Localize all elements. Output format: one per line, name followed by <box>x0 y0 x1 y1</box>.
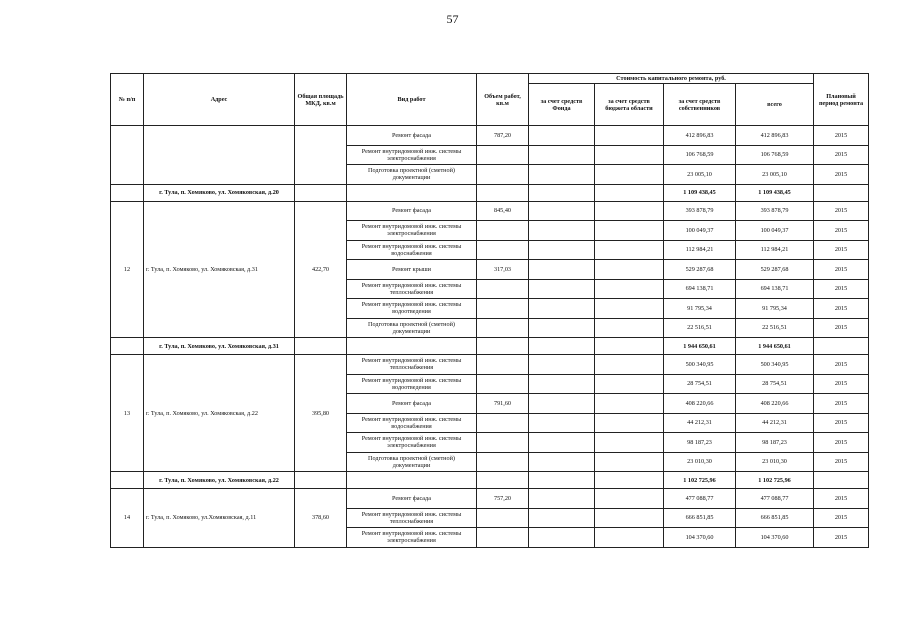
subtotal-area <box>295 338 347 355</box>
subtotal-total: 1 109 438,45 <box>736 184 814 201</box>
total-cell: 23 010,30 <box>736 452 814 472</box>
fund-cell <box>529 299 595 319</box>
subtotal-total: 1 944 650,61 <box>736 338 814 355</box>
owners-cell: 23 010,30 <box>664 452 736 472</box>
period-cell: 2015 <box>814 433 869 453</box>
total-cell: 28 754,51 <box>736 374 814 394</box>
table-row <box>111 126 869 146</box>
subtotal-work <box>347 184 477 201</box>
region-cell <box>595 279 664 299</box>
region-cell <box>595 452 664 472</box>
work-type-cell: Ремонт внутридомовой инж. системы водоотведения <box>347 374 477 394</box>
row-address: г. Тула, п. Хомяково, ул.Хомяковская, д.11 <box>144 489 295 548</box>
subtotal-row <box>111 338 869 355</box>
table-row <box>111 201 869 221</box>
subtotal-label: г. Тула, п. Хомяково, ул. Хомяковская, д.20 <box>144 184 295 201</box>
work-type-cell: Ремонт внутридомовой инж. системы водоснабжения <box>347 413 477 433</box>
region-cell <box>595 165 664 185</box>
owners-cell: 412 896,83 <box>664 126 736 146</box>
region-cell <box>595 145 664 165</box>
subtotal-fund <box>529 338 595 355</box>
period-cell: 2015 <box>814 394 869 414</box>
subtotal-region <box>595 472 664 489</box>
region-cell <box>595 201 664 221</box>
fund-cell <box>529 413 595 433</box>
region-cell <box>595 260 664 280</box>
total-cell: 106 768,59 <box>736 145 814 165</box>
volume-cell <box>477 413 529 433</box>
row-address: г. Тула, п. Хомяково, ул. Хомяковская, д.31 <box>144 201 295 338</box>
volume-cell <box>477 165 529 185</box>
row-area: 395,80 <box>295 355 347 472</box>
subtotal-row <box>111 184 869 201</box>
region-cell <box>595 374 664 394</box>
fund-cell <box>529 145 595 165</box>
period-cell: 2015 <box>814 260 869 280</box>
subtotal-num <box>111 338 144 355</box>
subtotal-volume <box>477 472 529 489</box>
header-num: № п/п <box>111 74 144 126</box>
period-cell: 2015 <box>814 528 869 548</box>
region-cell <box>595 394 664 414</box>
table-row <box>111 355 869 375</box>
owners-cell: 22 516,51 <box>664 318 736 338</box>
fund-cell <box>529 165 595 185</box>
subtotal-period <box>814 184 869 201</box>
volume-cell: 317,03 <box>477 260 529 280</box>
header-total: всего <box>736 84 814 126</box>
work-type-cell: Ремонт внутридомовой инж. системы теплоснабжения <box>347 508 477 528</box>
header-volume: Объем работ, кв.м <box>477 74 529 126</box>
owners-cell: 393 878,79 <box>664 201 736 221</box>
owners-cell: 529 287,68 <box>664 260 736 280</box>
total-cell: 694 138,71 <box>736 279 814 299</box>
total-cell: 98 187,23 <box>736 433 814 453</box>
work-type-cell: Ремонт фасада <box>347 126 477 146</box>
volume-cell <box>477 452 529 472</box>
period-cell: 2015 <box>814 508 869 528</box>
subtotal-label: г. Тула, п. Хомяково, ул. Хомяковская, д.22 <box>144 472 295 489</box>
region-cell <box>595 126 664 146</box>
subtotal-owners: 1 102 725,96 <box>664 472 736 489</box>
subtotal-num <box>111 472 144 489</box>
subtotal-fund <box>529 472 595 489</box>
fund-cell <box>529 528 595 548</box>
subtotal-region <box>595 184 664 201</box>
region-cell <box>595 528 664 548</box>
period-cell: 2015 <box>814 201 869 221</box>
volume-cell <box>477 374 529 394</box>
period-cell: 2015 <box>814 355 869 375</box>
header-region: за счет средств бюджета области <box>595 84 664 126</box>
total-cell: 477 088,77 <box>736 489 814 509</box>
volume-cell <box>477 508 529 528</box>
total-cell: 91 795,34 <box>736 299 814 319</box>
volume-cell <box>477 221 529 241</box>
fund-cell <box>529 221 595 241</box>
work-type-cell: Ремонт внутридомовой инж. системы электроснабжения <box>347 221 477 241</box>
fund-cell <box>529 201 595 221</box>
period-cell: 2015 <box>814 126 869 146</box>
period-cell: 2015 <box>814 489 869 509</box>
subtotal-volume <box>477 184 529 201</box>
header-period: Плановый период ремонта <box>814 74 869 126</box>
subtotal-num <box>111 184 144 201</box>
fund-cell <box>529 318 595 338</box>
subtotal-period <box>814 472 869 489</box>
owners-cell: 694 138,71 <box>664 279 736 299</box>
header-address: Адрес <box>144 74 295 126</box>
owners-cell: 98 187,23 <box>664 433 736 453</box>
region-cell <box>595 489 664 509</box>
header-fund: за счет средств Фонда <box>529 84 595 126</box>
row-area: 378,60 <box>295 489 347 548</box>
owners-cell: 666 851,85 <box>664 508 736 528</box>
work-type-cell: Подготовка проектной (сметной) документации <box>347 318 477 338</box>
work-type-cell: Ремонт внутридомовой инж. системы водоснабжения <box>347 240 477 260</box>
owners-cell: 44 212,31 <box>664 413 736 433</box>
region-cell <box>595 433 664 453</box>
total-cell: 412 896,83 <box>736 126 814 146</box>
region-cell <box>595 355 664 375</box>
period-cell: 2015 <box>814 299 869 319</box>
row-number: 13 <box>111 355 144 472</box>
work-type-cell: Ремонт внутридомовой инж. системы электроснабжения <box>347 433 477 453</box>
fund-cell <box>529 452 595 472</box>
subtotal-owners: 1 944 650,61 <box>664 338 736 355</box>
period-cell: 2015 <box>814 165 869 185</box>
total-cell: 500 340,95 <box>736 355 814 375</box>
subtotal-row <box>111 472 869 489</box>
fund-cell <box>529 240 595 260</box>
period-cell: 2015 <box>814 452 869 472</box>
row-area: 422,70 <box>295 201 347 338</box>
volume-cell <box>477 528 529 548</box>
period-cell: 2015 <box>814 374 869 394</box>
header-cost-group: Стоимость капитального ремонта, руб. <box>529 74 814 84</box>
volume-cell <box>477 145 529 165</box>
volume-cell <box>477 279 529 299</box>
subtotal-work <box>347 338 477 355</box>
volume-cell <box>477 433 529 453</box>
total-cell: 408 220,66 <box>736 394 814 414</box>
total-cell: 22 516,51 <box>736 318 814 338</box>
period-cell: 2015 <box>814 240 869 260</box>
table-body <box>111 126 869 548</box>
period-cell: 2015 <box>814 413 869 433</box>
period-cell: 2015 <box>814 318 869 338</box>
period-cell: 2015 <box>814 279 869 299</box>
page-number: 57 <box>446 12 459 26</box>
owners-cell: 91 795,34 <box>664 299 736 319</box>
work-type-cell: Ремонт внутридомовой инж. системы водоотведения <box>347 299 477 319</box>
subtotal-label: г. Тула, п. Хомяково, ул. Хомяковская, д.31 <box>144 338 295 355</box>
volume-cell: 757,20 <box>477 489 529 509</box>
fund-cell <box>529 394 595 414</box>
period-cell: 2015 <box>814 145 869 165</box>
total-cell: 529 287,68 <box>736 260 814 280</box>
period-cell: 2015 <box>814 221 869 241</box>
owners-cell: 104 370,60 <box>664 528 736 548</box>
owners-cell: 28 754,51 <box>664 374 736 394</box>
work-type-cell: Ремонт внутридомовой инж. системы электроснабжения <box>347 145 477 165</box>
subtotal-total: 1 102 725,96 <box>736 472 814 489</box>
volume-cell <box>477 240 529 260</box>
total-cell: 23 005,10 <box>736 165 814 185</box>
region-cell <box>595 508 664 528</box>
volume-cell <box>477 318 529 338</box>
total-cell: 104 370,60 <box>736 528 814 548</box>
total-cell: 393 878,79 <box>736 201 814 221</box>
work-type-cell: Подготовка проектной (сметной) документации <box>347 165 477 185</box>
fund-cell <box>529 374 595 394</box>
volume-cell <box>477 355 529 375</box>
fund-cell <box>529 260 595 280</box>
owners-cell: 477 088,77 <box>664 489 736 509</box>
volume-cell: 791,60 <box>477 394 529 414</box>
fund-cell <box>529 279 595 299</box>
work-type-cell: Подготовка проектной (сметной) документации <box>347 452 477 472</box>
work-type-cell: Ремонт фасада <box>347 489 477 509</box>
work-type-cell: Ремонт внутридомовой инж. системы электроснабжения <box>347 528 477 548</box>
row-number: 12 <box>111 201 144 338</box>
region-cell <box>595 413 664 433</box>
row-address <box>144 126 295 185</box>
total-cell: 112 984,21 <box>736 240 814 260</box>
owners-cell: 500 340,95 <box>664 355 736 375</box>
owners-cell: 408 220,66 <box>664 394 736 414</box>
fund-cell <box>529 489 595 509</box>
subtotal-owners: 1 109 438,45 <box>664 184 736 201</box>
capital-repair-table <box>110 73 869 548</box>
fund-cell <box>529 508 595 528</box>
region-cell <box>595 240 664 260</box>
table-row <box>111 489 869 509</box>
volume-cell <box>477 299 529 319</box>
subtotal-area <box>295 472 347 489</box>
volume-cell: 845,40 <box>477 201 529 221</box>
row-address: г. Тула, п. Хомяково, ул. Хомяковская, д.22 <box>144 355 295 472</box>
total-cell: 100 049,37 <box>736 221 814 241</box>
subtotal-area <box>295 184 347 201</box>
owners-cell: 112 984,21 <box>664 240 736 260</box>
total-cell: 44 212,31 <box>736 413 814 433</box>
owners-cell: 106 768,59 <box>664 145 736 165</box>
subtotal-region <box>595 338 664 355</box>
region-cell <box>595 318 664 338</box>
owners-cell: 100 049,37 <box>664 221 736 241</box>
work-type-cell: Ремонт внутридомовой инж. системы теплоснабжения <box>347 279 477 299</box>
subtotal-fund <box>529 184 595 201</box>
work-type-cell: Ремонт внутридомовой инж. системы теплоснабжения <box>347 355 477 375</box>
work-type-cell: Ремонт фасада <box>347 201 477 221</box>
subtotal-volume <box>477 338 529 355</box>
header-area: Общая площадь МКД, кв.м <box>295 74 347 126</box>
fund-cell <box>529 433 595 453</box>
subtotal-work <box>347 472 477 489</box>
volume-cell: 787,20 <box>477 126 529 146</box>
fund-cell <box>529 126 595 146</box>
row-number <box>111 126 144 185</box>
fund-cell <box>529 355 595 375</box>
work-type-cell: Ремонт крыши <box>347 260 477 280</box>
region-cell <box>595 299 664 319</box>
total-cell: 666 851,85 <box>736 508 814 528</box>
owners-cell: 23 005,10 <box>664 165 736 185</box>
header-owners: за счет средств собственников <box>664 84 736 126</box>
header-work-type: Вид работ <box>347 74 477 126</box>
row-area <box>295 126 347 185</box>
region-cell <box>595 221 664 241</box>
work-type-cell: Ремонт фасада <box>347 394 477 414</box>
row-number: 14 <box>111 489 144 548</box>
subtotal-period <box>814 338 869 355</box>
